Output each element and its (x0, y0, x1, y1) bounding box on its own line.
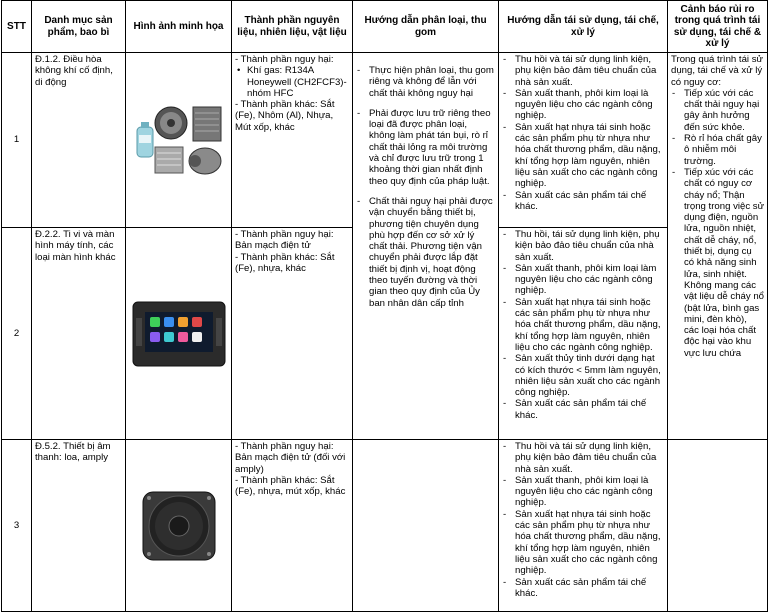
list-item: - Rò rỉ hóa chất gây ô nhiễm môi trường. (671, 133, 764, 167)
speaker-image (126, 440, 232, 612)
category-cell: Đ.2.2. Ti vi và màn hình máy tính, các loại màn hình khác (32, 228, 126, 440)
reuse-cell (499, 53, 668, 228)
table-row (2, 53, 768, 228)
row-number: 1 (2, 53, 32, 228)
header-stt: STT (2, 1, 32, 53)
category-cell: Đ.5.2. Thiết bị âm thanh: loa, amply (32, 440, 126, 612)
car-screen-image (126, 228, 232, 440)
reuse-list (502, 229, 664, 421)
components-cell (232, 228, 353, 440)
reuse-cell (499, 228, 668, 440)
collection-cell (353, 53, 499, 440)
list-item: - Sản xuất các sản phẩm tái chế khác. (502, 398, 664, 421)
warning-cell-empty (668, 440, 768, 612)
components-cell (232, 53, 353, 228)
list-item: - Sản xuất thanh, phôi kim loại là nguyên liệu cho các ngành công nghiệp. (502, 88, 664, 122)
header-category: Danh mục sản phẩm, bao bì (32, 1, 126, 53)
collection-cell-empty (353, 440, 499, 612)
list-item: - Tiếp xúc với các chất có nguy cơ cháy nổ; Thận trọng trong việc sử dụng điện, nguồn lửa, nguồn nhiệt, chất dễ cháy, nổ, thiết bị, dụng cụ có khả năng sinh lửa, sinh nhiệt. Không mang các vật liệu dễ cháy nổ (bật lửa, bình gas mini, đèn khò), các loại hóa chất độc hại vào khu vực lưu chứa (671, 167, 764, 359)
category-cell: Đ.1.2. Điều hòa không khí cố định, di động (32, 53, 126, 228)
hazard-list (235, 65, 349, 99)
header-warning: Cảnh báo rủi ro trong quá trình tái sử dụng, tái chế & xử lý (668, 1, 768, 53)
hazard-components: - Thành phần nguy hại: Bản mạch điện tử (235, 229, 334, 252)
list-item: - Sản xuất các sản phẩm tái chế khác. (502, 190, 664, 213)
list-item: - Sản xuất các sản phẩm tái chế khác. (502, 577, 664, 600)
reuse-cell (499, 440, 668, 612)
reuse-list (502, 54, 664, 212)
list-item: - Phải được lưu trữ riêng theo loại đã được phân loại, không làm phát tán bụi, rò rỉ chất thải lỏng ra môi trường và chỉ được lưu trữ trong 1 khoảng thời gian nhất định theo quy định của pháp luật. (356, 108, 495, 187)
list-item: • Khí gas: R134A Honeywell (CH2FCF3)-nhóm HFC (235, 65, 349, 99)
list-item: - Thu hồi và tái sử dụng linh kiện, phụ kiện bảo đảm tiêu chuẩn của nhà sản xuất. (502, 54, 664, 88)
row-number: 2 (2, 228, 32, 440)
list-item: - Thực hiện phân loại, thu gom riêng và không để lẫn với chất thải không nguy hại (356, 65, 495, 99)
product-table (1, 0, 768, 612)
header-reuse: Hướng dẫn tái sử dụng, tái chế, xử lý (499, 1, 668, 53)
air-conditioner-parts-image (126, 53, 232, 228)
reuse-list (502, 441, 664, 599)
components-cell (232, 440, 353, 612)
speaker-illustration (139, 488, 219, 564)
hazard-components: - Thành phần nguy hại: Bản mạch điện tử (đối với amply) (235, 441, 346, 475)
list-item: - Sản xuất hạt nhựa tái sinh hoặc các sản phẩm phụ từ nhựa như hóa chất thương phẩm, dầu nặng, khí tổng hợp làm nguyên, nhiên liệu cho các ngành công nghiệp. (502, 297, 664, 353)
collection-list (356, 65, 495, 309)
row-number: 3 (2, 440, 32, 612)
list-item: - Sản xuất thủy tinh dưới dạng hạt có kích thước < 5mm làm nguyên, nhiên liệu sản xuất cho các ngành công nghiệp. (502, 353, 664, 398)
hazard-components-label: - Thành phần nguy hại: (235, 54, 334, 65)
car-screen-illustration (131, 298, 227, 370)
warning-cell (668, 53, 768, 440)
warning-list (671, 88, 764, 359)
other-components: - Thành phần khác: Sắt (Fe), Nhôm (Al), Nhựa, Mút xốp, khác (235, 99, 335, 133)
list-item: - Sản xuất hạt nhựa tái sinh hoặc các sản phẩm phụ từ nhựa như hóa chất thương phẩm, dầu nặng, khí tổng hợp làm nguyên, nhiên liệu sản xuất cho các ngành công nghiệp. (502, 509, 664, 577)
header-row (2, 1, 768, 53)
other-components: - Thành phần khác: Sắt (Fe), nhựa, khác (235, 251, 335, 274)
list-item: - Tiếp xúc với các chất thải nguy hại gây ảnh hưởng đến sức khỏe. (671, 88, 764, 133)
list-item: - Sản xuất hạt nhựa tái sinh hoặc các sản phẩm phụ từ nhựa như hóa chất thương phẩm, dầu nặng, khí tổng hợp làm nguyên, nhiên liệu sản xuất cho các ngành công nghiệp. (502, 122, 664, 190)
list-item: - Thu hồi, tái sử dụng linh kiện, phụ kiện bảo đảo tiêu chuẩn của nhà sản xuất. (502, 229, 664, 263)
table-row (2, 440, 768, 612)
warning-intro: Trong quá trình tái sử dụng, tái chế và xử lý có nguy cơ: (671, 54, 763, 88)
header-components: Thành phần nguyên liệu, nhiên liệu, vật liệu (232, 1, 353, 53)
air-conditioner-parts-illustration (131, 99, 227, 181)
list-item: - Sản xuất thanh, phôi kim loại làm nguyên liệu cho các ngành công nghiệp. (502, 263, 664, 297)
list-item: - Sản xuất thanh, phôi kim loại là nguyên liệu cho các ngành công nghiệp. (502, 475, 664, 509)
list-item: - Thu hồi và tái sử dụng linh kiện, phụ kiện bảo đảm tiêu chuẩn của nhà sản xuất. (502, 441, 664, 475)
header-collection: Hướng dẫn phân loại, thu gom (353, 1, 499, 53)
header-image: Hình ảnh minh họa (126, 1, 232, 53)
list-item: - Chất thải nguy hại phải được vận chuyển bằng thiết bị, phương tiện chuyên dụng phù hợp đến cơ sở xử lý chất thải. Phương tiện vận chuyển phải được lắp đặt thiết bị định vị, hoạt động theo tuyến đường và thời gian theo quy định của Ủy ban nhân dân cấp tỉnh (356, 196, 495, 309)
other-components: - Thành phần khác: Sắt (Fe), nhựa, mút xốp, khác (235, 474, 346, 498)
